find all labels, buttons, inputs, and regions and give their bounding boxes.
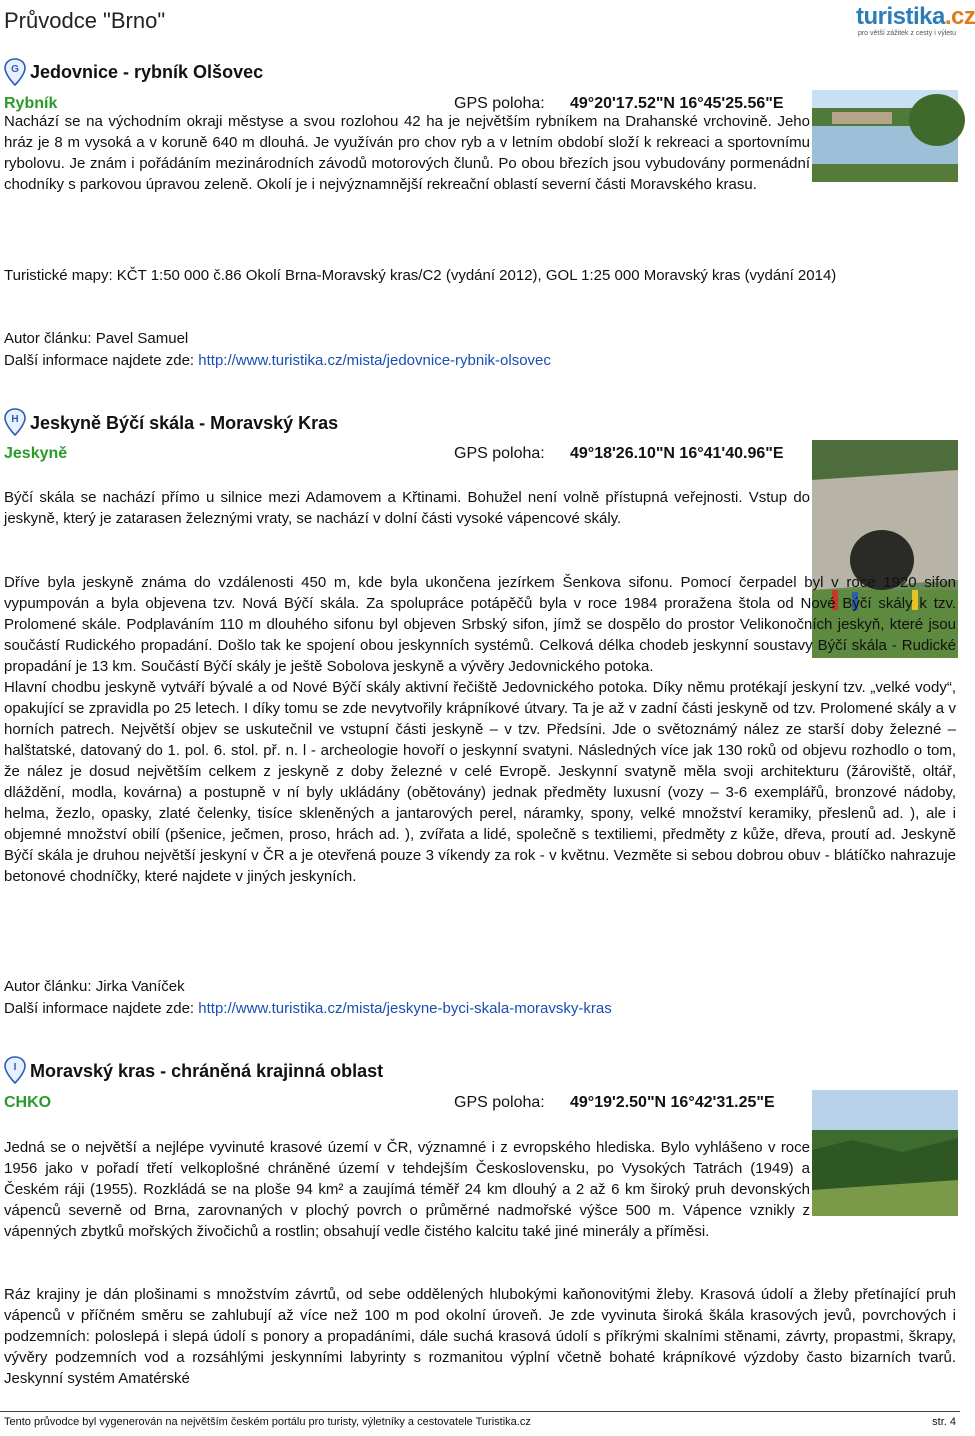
more-link[interactable]: http://www.turistika.cz/mista/jedovnice-rybnik-olsovec (198, 352, 551, 369)
pin-letter: G (11, 64, 19, 75)
section-text: Nachází se na východním okraji městyse a svou rozlohou 42 ha je největším rybníkem na Drahanské vrchovině. Jeho hráz je 8 m vysoká a v koruně 640 m dlouhá. Je využíván pro chov ryb a v letním období složí k rekreaci a sportovnímu rybolovu. Je znám i pořádáním mezinárodních závodů motorových člunů. Po obou březích jsou vybudovány pormenádní chodníky s parkovou úpravou zeleně. Okolí je i nejvýznamnější rekreační oblastí severní části Moravského krasu. (4, 113, 810, 193)
category-label: Jeskyně (4, 445, 68, 462)
logo-accent: .cz (944, 3, 975, 30)
gps-value: 49°18'26.10"N 16°41'40.96"E (570, 445, 784, 462)
gps-label: GPS poloha: (454, 95, 545, 112)
footer-divider (0, 1411, 960, 1412)
more-label: Další informace najdete zde: (4, 1000, 195, 1017)
section-text: Jedná se o největší a nejlépe vyvinuté krasové území v ČR, významné i z evropského hlediska. Bylo vyhlášeno v roce 1956 jako v pořadí třetí velkoplošné chráněné území v tehdejším Československu, po Vysokých Tatrách (1949) a Českém ráji (1955). Rozkládá se na ploše 94 km² a zaujímá téměř 24 km dlouhý a 2 až 6 km široký pruh devonských vápenců severně od Brna, zarovnaných v plochý povrch o průměrné nadmořské výšce 500 m. Vápence vznikly z vápenných zbytků mořských živočichů a rostlin; obsahují vedle čistého kalcitu také jiné minerály a příměsi. (4, 1139, 810, 1240)
maps-info: Turistické mapy: KČT 1:50 000 č.86 Okolí Brna-Moravský kras/C2 (vydání 2012), GOL 1:25 000 Moravský kras (vydání 2014) (4, 267, 837, 284)
pin-letter: H (11, 414, 19, 425)
gps-label: GPS poloha: (454, 445, 545, 462)
section-title: Moravský kras - chráněná krajinná oblast (30, 1061, 384, 1081)
more-label: Další informace najdete zde: (4, 352, 195, 369)
turistika-logo[interactable] (856, 3, 975, 38)
logo-main: turistika (856, 3, 945, 30)
lake-photo (812, 90, 958, 182)
page-title: Průvodce "Brno" (4, 8, 166, 33)
section-text: Dříve byla jeskyně známa do vzdálenosti 450 m, kde byla ukončena jezírkem Šenkova sifonu. Pomocí čerpadel byl v roce 1920 sifon vypumpován a byla objevena tzv. Nová Býčí skála. Za spolupráce potápěčů byla v roce 1984 proražena štola od Nové Býčí skály k tzv. Prolomené skále. Podplaváním 110 m dlouhého sifonu byl objeven Srbský sifon, jímž se dospělo do prostor Velikonočních jeskyň, které jsou součástí Rudického propadání. Došlo tak ke spojení obou jeskynních systémů. Celková délka chodeb jeskynní soustavy Býčí skála - Rudické propadání je 13 km. Součástí Býčí skály je ještě Sobolova jeskyně a vývěry Jedovnického potoka. Hlavní chodbu jeskyně vytváří bývalé a od Nové Býčí skály aktivní řečiště Jedovnického potoka. Díky němu protékají jeskyní tzv. „velké vody“, opakující se zpravidla po 25 letech. I díky tomu se zde nevytvořily krápníkové útvary. Ta je až v zadní části jeskyně od tzv. Prolomené skály a v horních patrech. Největší objev se uskutečnil ve vstupní části jeskyně – v tzv. Předsíni. Jde o světoznámý nález ze starší doby železné – halštatské, datovaný do 1. pol. 6. stol. př. n. l - archeologie hovoří o jeskynní svatyni. Následných více jak 130 roků od objevu rozhodlo o tom, že nález je dosud největším celkem z jeskyně z doby železné v celé Evropě. Jeskynní svatyně měla svoji architekturu (žároviště, oltář, dláždění, modla, kovárna) a postupně v ní byly ukládány (obětovány) jednak předměty luxusní (vozy – 3-6 exemplářů, bronzové nádoby, helma, žezlo, opasky, zlaté čelenky, tisíce skleněných a jantarových perel, náramky, spony, velké množství keramiky, přeslenů ad. ), ale i objemné množství obilí (pšenice, ječmen, proso, hrách ad. ), zvířata a lidé, společně s textiliemi, předměty z kůže, dřeva, proutí ad. Jeskyně Býčí skála je druhou největší jeskyní v ČR a je otevřená pouze 3 víkendy za rok - v květnu. Vezměte si sebou dobrou obuv - blátíčko nahrazuje betonové chodníčky, které najdete v jiných jeskyních. (4, 574, 956, 885)
section-text: Býčí skála se nachází přímo u silnice mezi Adamovem a Křtinami. Bohužel není volně přístupná veřejnosti. Vstup do jeskyně, který je zatarasen železnými vraty, se nachází v dolní části vysoké vápencové skály. (4, 489, 810, 527)
author: Autor článku: Pavel Samuel (4, 330, 189, 347)
map-pin-icon (4, 1056, 26, 1084)
pin-letter: I (13, 1062, 17, 1073)
gps-value: 49°20'17.52"N 16°45'25.56"E (570, 95, 784, 112)
more-link[interactable]: http://www.turistika.cz/mista/jeskyne-byci-skala-moravsky-kras (198, 1000, 612, 1017)
logo-tagline: pro větší zážitek z cesty i výletu (857, 30, 956, 37)
category-label: CHKO (4, 1094, 52, 1111)
section-title: Jeskyně Býčí skála - Moravský Kras (30, 413, 339, 433)
footer-text: Tento průvodce byl vygenerován na největším českém portálu pro turisty, výletníky a cestovatele Turistika.cz (4, 1416, 531, 1428)
more-info (4, 350, 551, 371)
gps-value: 49°19'2.50"N 16°42'31.25"E (570, 1094, 775, 1111)
author: Autor článku: Jirka Vaníček (4, 978, 185, 995)
category-label: Rybník (4, 95, 58, 112)
page-number: str. 4 (932, 1416, 956, 1428)
gps-label: GPS poloha: (454, 1094, 545, 1111)
map-pin-icon (4, 408, 26, 436)
landscape-photo (812, 1090, 958, 1216)
section-title: Jedovnice - rybník Olšovec (30, 62, 264, 82)
map-pin-icon (4, 58, 26, 86)
section-text: Ráz krajiny je dán plošinami s množstvím závrtů, od sebe oddělených hlubokými kaňonovitými žleby. Krasová údolí a žleby přetínající pruh vápenců v příčném směru se zahlubují až více než 100 m pod okolní úroveň. Je zde vyvinuta široká škála krasových jevů, povrchových i podzemních: poloslepá i slepá údolí s ponory a propadáními, dále suchá krasová údolí s příkrými skalními stěnami, závrty, propastmi, škrapy, vývěry podzemních vod a rozsáhlými jeskynními labyrinty s rozmanitou výplní včetně bohaté krápníkové výzdoby často bizarních tvarů. Jeskynní systém Amatérské (4, 1286, 956, 1387)
more-info (4, 998, 612, 1019)
